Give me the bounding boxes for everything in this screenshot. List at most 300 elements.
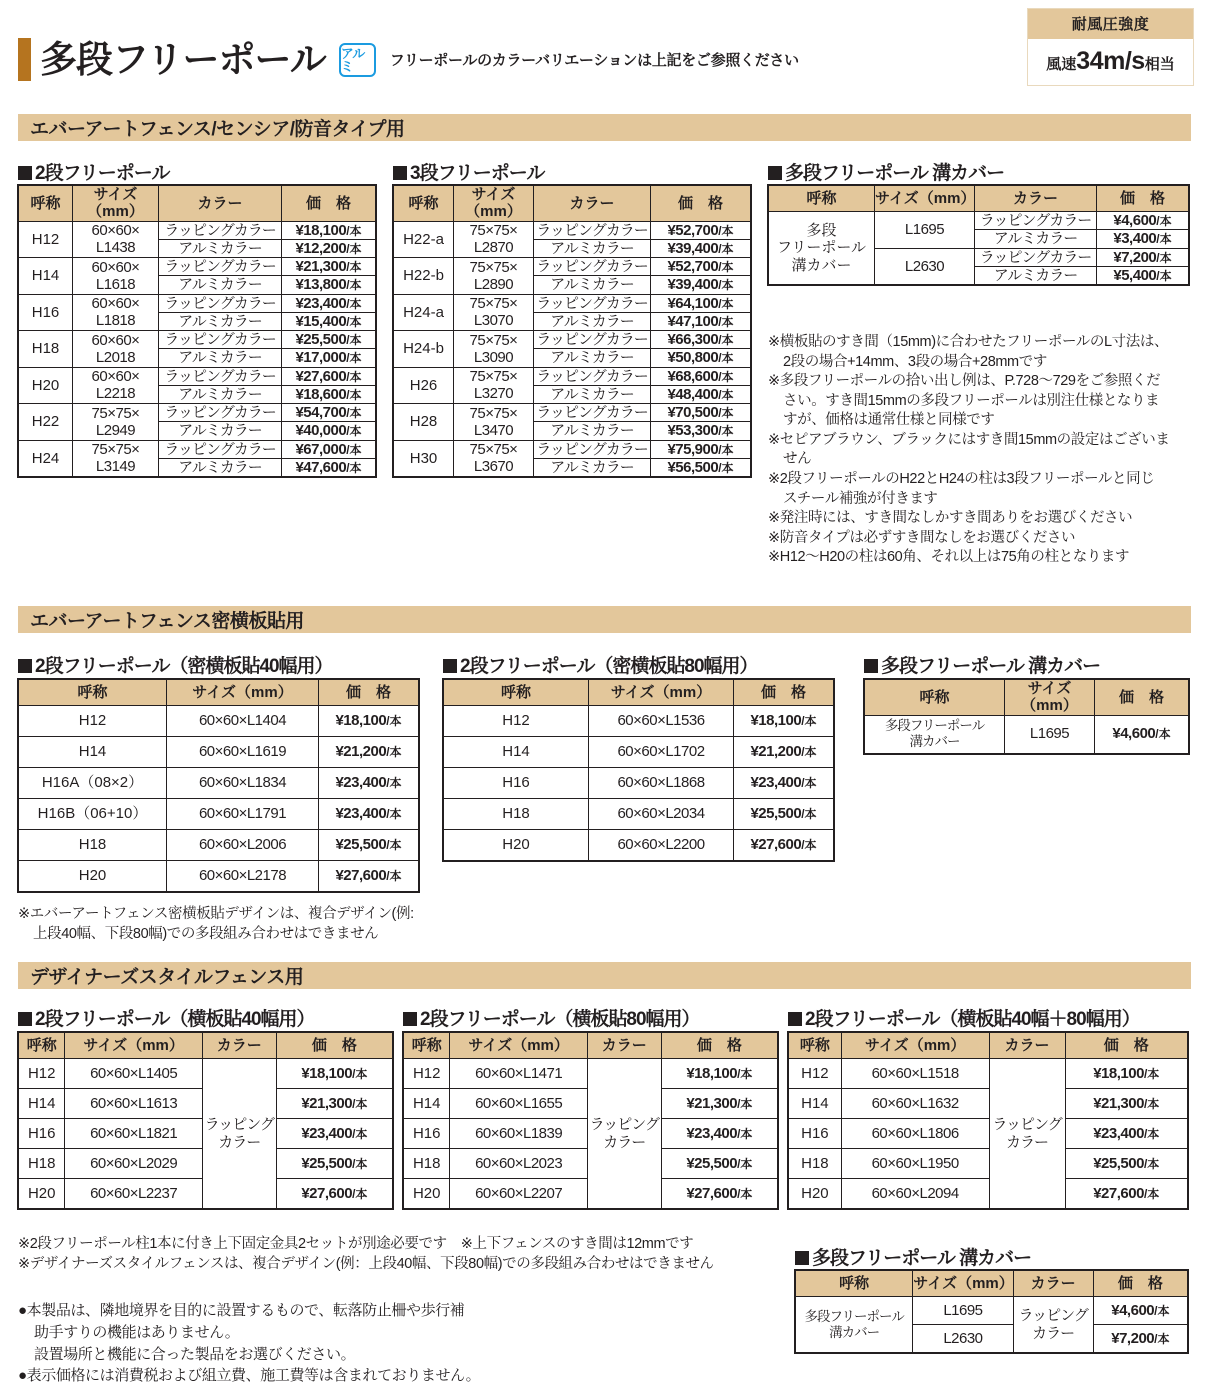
col-name: 呼称 — [19, 1033, 65, 1059]
cell-price: ¥39,400/本 — [651, 276, 751, 294]
cell-color-wrapping: ラッピング カラー — [989, 1059, 1065, 1209]
cell-size: 75×75× L3270 — [454, 367, 534, 404]
cell-size: 60×60× L1438 — [73, 221, 159, 258]
table-row — [19, 258, 376, 276]
note-line: 2段の場合+14mm、3段の場合+28mmです — [783, 353, 1047, 370]
cell-price: ¥25,500/本 — [276, 1149, 392, 1179]
wind-pressure-badge — [1027, 8, 1194, 86]
cell-name: H12 — [19, 706, 167, 737]
note-line: ※2段フリーポール柱1本に付き上下固定金具2セットが別途必要です ※上下フェンスのすき間は12mmです — [18, 1236, 694, 1252]
cell-price: ¥25,500/本 — [282, 331, 376, 349]
col-name: 呼称 — [796, 1271, 913, 1297]
section-band-3 — [18, 962, 1191, 989]
cell-price: ¥21,200/本 — [734, 737, 834, 768]
cell-price: ¥56,500/本 — [651, 458, 751, 476]
table-row — [19, 367, 376, 385]
table-title-yoko4080: 2段フリーポール（横板貼40幅＋80幅用） — [788, 1004, 1140, 1031]
table-row — [19, 768, 419, 799]
cell-price: ¥21,300/本 — [282, 258, 376, 276]
note-line: 上段40幅、下段80幅)での多段組み合わせはできません — [33, 925, 379, 942]
title-accent-bar — [18, 38, 31, 81]
cell-price: ¥4,600/本 — [1097, 212, 1189, 230]
cell-size: 60×60×L2029 — [65, 1149, 202, 1179]
wind-badge-prefix: 風速 — [1046, 56, 1077, 73]
cell-size: 60×60×L2034 — [589, 799, 734, 830]
cell-size: 60×60×L2094 — [841, 1179, 989, 1209]
bullet-square-icon — [864, 659, 878, 673]
cell-price: ¥21,300/本 — [1065, 1089, 1187, 1119]
cell-size: 60×60×L1791 — [167, 799, 319, 830]
cell-price: ¥23,400/本 — [661, 1119, 777, 1149]
bullet-line: 設置場所と機能に合った製品をお選びください。 — [34, 1345, 356, 1363]
cell-color-wrapping: ラッピングカラー — [975, 248, 1097, 266]
cell-size: 60×60×L1834 — [167, 768, 319, 799]
col-name: 呼称 — [444, 680, 589, 706]
bullet-line: ●表示価格には消費税および組立費、施工費等は含まれておりません。 — [18, 1367, 481, 1385]
cell-size: 75×75× L3470 — [454, 404, 534, 441]
cell-size: 60×60×L2006 — [167, 830, 319, 861]
cell-color-alumi: アルミカラー — [159, 239, 282, 257]
cell-color-wrapping: ラッピングカラー — [159, 440, 282, 458]
cell-size: L2630 — [875, 248, 975, 285]
cell-size: L1695 — [1005, 715, 1095, 753]
col-size: サイズ（mm） — [450, 1033, 587, 1059]
cell-name: H16 — [19, 294, 73, 331]
table-title-3dan: 3段フリーポール — [393, 158, 544, 185]
section-band-1-label: エバーアートフェンス/センシア/防音タイプ用 — [30, 119, 405, 140]
bullet-line: 助手すりの機能はありません。 — [34, 1323, 240, 1341]
cell-name: H20 — [19, 1179, 65, 1209]
table-row — [394, 367, 751, 385]
cell-size: 60×60×L2237 — [65, 1179, 202, 1209]
cell-name: H18 — [789, 1149, 842, 1179]
cell-price: ¥67,000/本 — [282, 440, 376, 458]
table-mitsu-40 — [18, 679, 419, 892]
cell-price: ¥18,100/本 — [276, 1059, 392, 1089]
cell-price: ¥53,300/本 — [651, 422, 751, 440]
col-color: カラー — [587, 1033, 661, 1059]
cell-size: 60×60×L1702 — [589, 737, 734, 768]
table-row — [19, 294, 376, 312]
wind-badge-speed: 34m/s — [1076, 47, 1145, 75]
table-title-mitsu80: 2段フリーポール（密横板貼80幅用） — [443, 651, 758, 678]
cell-size: 60×60×L1806 — [841, 1119, 989, 1149]
table-row — [19, 404, 376, 422]
col-size: サイズ（mm） — [454, 186, 534, 222]
cell-name: H18 — [19, 830, 167, 861]
col-size: サイズ（mm） — [841, 1033, 989, 1059]
cell-size: 60×60×L2207 — [450, 1179, 587, 1209]
cell-size: 60×60×L1839 — [450, 1119, 587, 1149]
cell-price: ¥50,800/本 — [651, 349, 751, 367]
table-title-yoko80: 2段フリーポール（横板貼80幅用） — [403, 1004, 700, 1031]
cell-price: ¥4,600/本 — [1093, 1297, 1187, 1325]
notes-designers — [18, 1235, 788, 1274]
cell-color-wrapping: ラッピングカラー — [159, 221, 282, 239]
cell-name: H12 — [404, 1059, 450, 1089]
table-row — [19, 331, 376, 349]
notes-mitsu — [18, 905, 538, 944]
bullet-square-icon — [788, 1012, 802, 1026]
table-row — [769, 212, 1189, 230]
table-3dan-free-pole — [393, 185, 751, 477]
cell-size: 60×60× L1818 — [73, 294, 159, 331]
bullet-square-icon — [795, 1251, 809, 1265]
cell-size: 60×60×L1613 — [65, 1089, 202, 1119]
col-price: 価 格 — [319, 680, 419, 706]
cell-price: ¥23,400/本 — [734, 768, 834, 799]
cell-name: H16A（08×2） — [19, 768, 167, 799]
cell-size: 60×60× L2218 — [73, 367, 159, 404]
cell-color-wrapping: ラッピングカラー — [159, 367, 282, 385]
note-line: すが、価格は通常仕様と同様です — [783, 412, 995, 429]
cell-price: ¥75,900/本 — [651, 440, 751, 458]
cell-color-alumi: アルミカラー — [159, 349, 282, 367]
table-row — [444, 768, 834, 799]
bullet-square-icon — [393, 166, 407, 180]
note-line: ※防音タイプは必ずすき間なしをお選びください — [768, 529, 1076, 546]
cell-color-wrapping: ラッピングカラー — [534, 221, 651, 239]
col-price: 価 格 — [651, 186, 751, 222]
cell-name: H16 — [19, 1119, 65, 1149]
table-header-row — [865, 680, 1189, 716]
cell-price: ¥18,100/本 — [734, 706, 834, 737]
cell-price: ¥21,300/本 — [276, 1089, 392, 1119]
cell-color-alumi: アルミカラー — [534, 349, 651, 367]
table-groove-cover-2 — [864, 679, 1189, 754]
cell-name: H30 — [394, 440, 454, 477]
aluminium-icon: アルミ — [339, 43, 376, 77]
cell-price: ¥23,400/本 — [319, 799, 419, 830]
table-row — [444, 799, 834, 830]
section-band-1 — [18, 114, 1191, 141]
cell-price: ¥25,500/本 — [734, 799, 834, 830]
table-mitsu-80 — [443, 679, 834, 861]
bullet-square-icon — [443, 659, 457, 673]
col-price: 価 格 — [276, 1033, 392, 1059]
cell-name: H20 — [444, 830, 589, 861]
cell-price: ¥27,600/本 — [661, 1179, 777, 1209]
cell-color-alumi: アルミカラー — [975, 230, 1097, 248]
table-header-row — [769, 186, 1189, 212]
cell-name: H14 — [19, 258, 73, 295]
cell-name: H22 — [19, 404, 73, 441]
table-row — [394, 440, 751, 458]
section-band-2 — [18, 606, 1191, 633]
note-line: ※デザイナーズスタイルフェンスは、複合デザイン(例：上段40幅、下段80幅)での多段組み合わせはできません — [18, 1255, 714, 1272]
cell-price: ¥27,600/本 — [319, 861, 419, 892]
bullet-square-icon — [403, 1012, 417, 1026]
table-row — [19, 1059, 393, 1089]
table-header-row — [394, 186, 751, 222]
cell-color-wrapping: ラッピングカラー — [534, 294, 651, 312]
note-line: さい。すき間15mmの多段フリーポールは別注仕様となりま — [783, 392, 1160, 409]
cell-color-wrapping: ラッピングカラー — [975, 212, 1097, 230]
cell-color-wrapping: ラッピングカラー — [534, 331, 651, 349]
cell-color-alumi: アルミカラー — [159, 422, 282, 440]
col-color: カラー — [159, 186, 282, 222]
cell-size: L2630 — [913, 1325, 1013, 1353]
table-row — [789, 1089, 1188, 1119]
cell-size: 60×60×L1536 — [589, 706, 734, 737]
col-name: 呼称 — [789, 1033, 842, 1059]
col-name: 呼称 — [19, 186, 73, 222]
table-groove-cover-3 — [795, 1270, 1188, 1353]
col-name: 呼称 — [769, 186, 875, 212]
table-groove-cover-1 — [768, 185, 1189, 285]
note-line: ※2段フリーポールのH22とH24の柱は3段フリーポールと同じ — [768, 470, 1155, 487]
cell-name: H12 — [19, 221, 73, 258]
table-header-row — [444, 680, 834, 706]
page-title: 多段フリーポール — [40, 39, 326, 80]
cell-size: 75×75× L3090 — [454, 331, 534, 368]
cell-name: H14 — [19, 737, 167, 768]
cell-name: H12 — [444, 706, 589, 737]
cell-color-wrapping: ラッピング カラー — [202, 1059, 276, 1209]
cell-price: ¥40,000/本 — [282, 422, 376, 440]
table-row — [394, 331, 751, 349]
cell-name: H24 — [19, 440, 73, 477]
cell-color-wrapping: ラッピングカラー — [159, 294, 282, 312]
wind-badge-suffix: 相当 — [1144, 56, 1175, 73]
cell-price: ¥5,400/本 — [1097, 266, 1189, 284]
cell-price: ¥18,100/本 — [1065, 1059, 1187, 1089]
cell-name: H14 — [19, 1089, 65, 1119]
table-row — [19, 861, 419, 892]
col-name: 呼称 — [404, 1033, 450, 1059]
col-size: サイズ（mm） — [1005, 680, 1095, 716]
cell-color-alumi: アルミカラー — [159, 276, 282, 294]
table-row — [444, 830, 834, 861]
cell-color-alumi: アルミカラー — [159, 458, 282, 476]
page-title-note: フリーポールのカラーバリエーションは上記をご参照ください — [389, 52, 799, 69]
cell-color-alumi: アルミカラー — [534, 385, 651, 403]
cell-name: H18 — [444, 799, 589, 830]
table-row — [19, 440, 376, 458]
col-color: カラー — [534, 186, 651, 222]
table-row — [19, 830, 419, 861]
table-title-cover-2: 多段フリーポール 溝カバー — [864, 651, 1100, 678]
table-title-mitsu40: 2段フリーポール（密横板貼40幅用） — [18, 651, 333, 678]
cell-size: 60×60×L1405 — [65, 1059, 202, 1089]
cell-price: ¥39,400/本 — [651, 239, 751, 257]
table-row — [19, 221, 376, 239]
cell-price: ¥4,600/本 — [1095, 715, 1189, 753]
table-row — [19, 799, 419, 830]
cell-size: 60×60×L1950 — [841, 1149, 989, 1179]
table-header-row — [19, 186, 376, 222]
cell-name: H22-a — [394, 221, 454, 258]
wind-badge-value — [1028, 39, 1193, 85]
cell-price: ¥25,500/本 — [661, 1149, 777, 1179]
cell-size: 60×60× L2018 — [73, 331, 159, 368]
footer-bullets — [18, 1300, 618, 1387]
cell-name: H24-b — [394, 331, 454, 368]
cell-size: L1695 — [875, 212, 975, 249]
cell-size: 75×75× L2890 — [454, 258, 534, 295]
cell-size: 60×60×L1471 — [450, 1059, 587, 1089]
col-name: 呼称 — [19, 680, 167, 706]
table-header-row — [19, 680, 419, 706]
table-row — [394, 258, 751, 276]
note-line: せん — [783, 451, 812, 468]
cell-price: ¥23,400/本 — [282, 294, 376, 312]
col-size: サイズ（mm） — [167, 680, 319, 706]
cell-color-wrapping: ラッピングカラー — [534, 440, 651, 458]
cell-color-alumi: アルミカラー — [159, 385, 282, 403]
cell-name: H24-a — [394, 294, 454, 331]
cell-color-alumi: アルミカラー — [534, 422, 651, 440]
col-price: 価 格 — [1097, 186, 1189, 212]
note-line: ※エバーアートフェンス密横板貼デザインは、複合デザイン(例: — [18, 906, 414, 922]
cell-color-alumi: アルミカラー — [534, 239, 651, 257]
cell-color-wrapping: ラッピングカラー — [159, 404, 282, 422]
cell-price: ¥7,200/本 — [1093, 1325, 1187, 1353]
col-size: サイズ（mm） — [73, 186, 159, 222]
cell-price: ¥54,700/本 — [282, 404, 376, 422]
table-title-cover-1: 多段フリーポール 溝カバー — [768, 158, 1004, 185]
cell-name: 多段フリーポール 溝カバー — [865, 715, 1005, 753]
page-title-row — [18, 38, 799, 81]
cell-size: 60×60×L1655 — [450, 1089, 587, 1119]
cell-price: ¥21,300/本 — [661, 1089, 777, 1119]
cell-price: ¥68,600/本 — [651, 367, 751, 385]
table-yoko-40 — [18, 1032, 393, 1209]
cell-name: H20 — [404, 1179, 450, 1209]
cell-price: ¥47,600/本 — [282, 458, 376, 476]
cell-color-wrapping: ラッピング カラー — [1013, 1297, 1093, 1353]
col-price: 価 格 — [282, 186, 376, 222]
section-band-3-label: デザイナーズスタイルフェンス用 — [30, 967, 304, 988]
cell-name: H20 — [19, 367, 73, 404]
bullet-square-icon — [18, 659, 32, 673]
cell-price: ¥47,100/本 — [651, 312, 751, 330]
cell-price: ¥18,100/本 — [282, 221, 376, 239]
cell-name: H14 — [404, 1089, 450, 1119]
col-price: 価 格 — [1065, 1033, 1187, 1059]
col-price: 価 格 — [1093, 1271, 1187, 1297]
cell-price: ¥64,100/本 — [651, 294, 751, 312]
cell-color-wrapping: ラッピングカラー — [159, 258, 282, 276]
cell-price: ¥48,400/本 — [651, 385, 751, 403]
col-name: 呼称 — [394, 186, 454, 222]
cell-price: ¥21,200/本 — [319, 737, 419, 768]
cell-price: ¥23,400/本 — [319, 768, 419, 799]
cell-name: H16 — [789, 1119, 842, 1149]
cell-name: H16B（06+10） — [19, 799, 167, 830]
table-row — [796, 1297, 1188, 1325]
cell-size: L1695 — [913, 1297, 1013, 1325]
table-yoko-80 — [403, 1032, 778, 1209]
note-line: ※多段フリーポールの拾い出し例は、P.728〜729をご参照くだ — [768, 373, 1161, 390]
cell-price: ¥7,200/本 — [1097, 248, 1189, 266]
table-row — [444, 737, 834, 768]
col-price: 価 格 — [1095, 680, 1189, 716]
cell-color-alumi: アルミカラー — [975, 266, 1097, 284]
cell-name: H22-b — [394, 258, 454, 295]
cell-name: H20 — [19, 861, 167, 892]
col-size: サイズ（mm） — [913, 1271, 1013, 1297]
cell-price: ¥25,500/本 — [319, 830, 419, 861]
cell-size: 75×75× L3070 — [454, 294, 534, 331]
table-header-row — [796, 1271, 1188, 1297]
note-line: ※発注時には、すき間なしかすき間ありをお選びください — [768, 510, 1133, 527]
note-line: ※H12〜H20の柱は60角、それ以上は75角の柱となります — [768, 549, 1130, 566]
table-header-row — [19, 1033, 393, 1059]
cell-color-alumi: アルミカラー — [534, 276, 651, 294]
cell-color-wrapping: ラッピングカラー — [534, 367, 651, 385]
cell-price: ¥70,500/本 — [651, 404, 751, 422]
table-row — [789, 1059, 1188, 1089]
cell-price: ¥27,600/本 — [1065, 1179, 1187, 1209]
table-row — [394, 404, 751, 422]
col-price: 価 格 — [661, 1033, 777, 1059]
cell-price: ¥27,600/本 — [282, 367, 376, 385]
table-header-row — [789, 1033, 1188, 1059]
col-size: サイズ（mm） — [875, 186, 975, 212]
col-size: サイズ（mm） — [589, 680, 734, 706]
table-title-2dan: 2段フリーポール — [18, 158, 169, 185]
cell-color-wrapping: ラッピングカラー — [534, 258, 651, 276]
cell-price: ¥23,400/本 — [1065, 1119, 1187, 1149]
bullet-square-icon — [18, 1012, 32, 1026]
cell-name: H16 — [404, 1119, 450, 1149]
cell-name: H18 — [404, 1149, 450, 1179]
cell-size: 75×75× L2870 — [454, 221, 534, 258]
cell-price: ¥25,500/本 — [1065, 1149, 1187, 1179]
cell-price: ¥18,600/本 — [282, 385, 376, 403]
cell-name: H26 — [394, 367, 454, 404]
cell-name: H12 — [789, 1059, 842, 1089]
note-line: スチール補強が付きます — [783, 490, 938, 507]
cell-price: ¥12,200/本 — [282, 239, 376, 257]
col-color: カラー — [975, 186, 1097, 212]
table-row — [19, 737, 419, 768]
table-row — [404, 1059, 778, 1089]
bullet-square-icon — [768, 166, 782, 180]
table-row — [789, 1179, 1188, 1209]
cell-price: ¥52,700/本 — [651, 221, 751, 239]
cell-name: H14 — [444, 737, 589, 768]
cell-price: ¥27,600/本 — [734, 830, 834, 861]
col-color: カラー — [1013, 1271, 1093, 1297]
bullet-line: ●本製品は、隣地境界を目的に設置するもので、転落防止柵や歩行補 — [18, 1302, 465, 1319]
table-row — [444, 706, 834, 737]
cell-name: 多段フリーポール 溝カバー — [796, 1297, 913, 1353]
note-line: ※セピアブラウン、ブラックにはすき間15mmの設定はございま — [768, 431, 1170, 448]
cell-size: 75×75× L2949 — [73, 404, 159, 441]
cell-size: 60×60×L1821 — [65, 1119, 202, 1149]
cell-price: ¥27,600/本 — [276, 1179, 392, 1209]
cell-name: 多段 フリーポール 溝カバー — [769, 212, 875, 285]
cell-size: 60×60×L2023 — [450, 1149, 587, 1179]
cell-color-wrapping: ラッピングカラー — [534, 404, 651, 422]
table-row — [394, 221, 751, 239]
cell-price: ¥52,700/本 — [651, 258, 751, 276]
cell-size: 75×75× L3670 — [454, 440, 534, 477]
col-color: カラー — [202, 1033, 276, 1059]
section-band-2-label: エバーアートフェンス密横板貼用 — [30, 611, 304, 632]
bullet-square-icon — [18, 166, 32, 180]
cell-size: 60×60×L1619 — [167, 737, 319, 768]
table-header-row — [404, 1033, 778, 1059]
cell-size: 60×60× L1618 — [73, 258, 159, 295]
cell-price: ¥17,000/本 — [282, 349, 376, 367]
notes-right — [768, 333, 1198, 568]
table-row — [789, 1149, 1188, 1179]
cell-size: 60×60×L1518 — [841, 1059, 989, 1089]
table-row — [394, 294, 751, 312]
